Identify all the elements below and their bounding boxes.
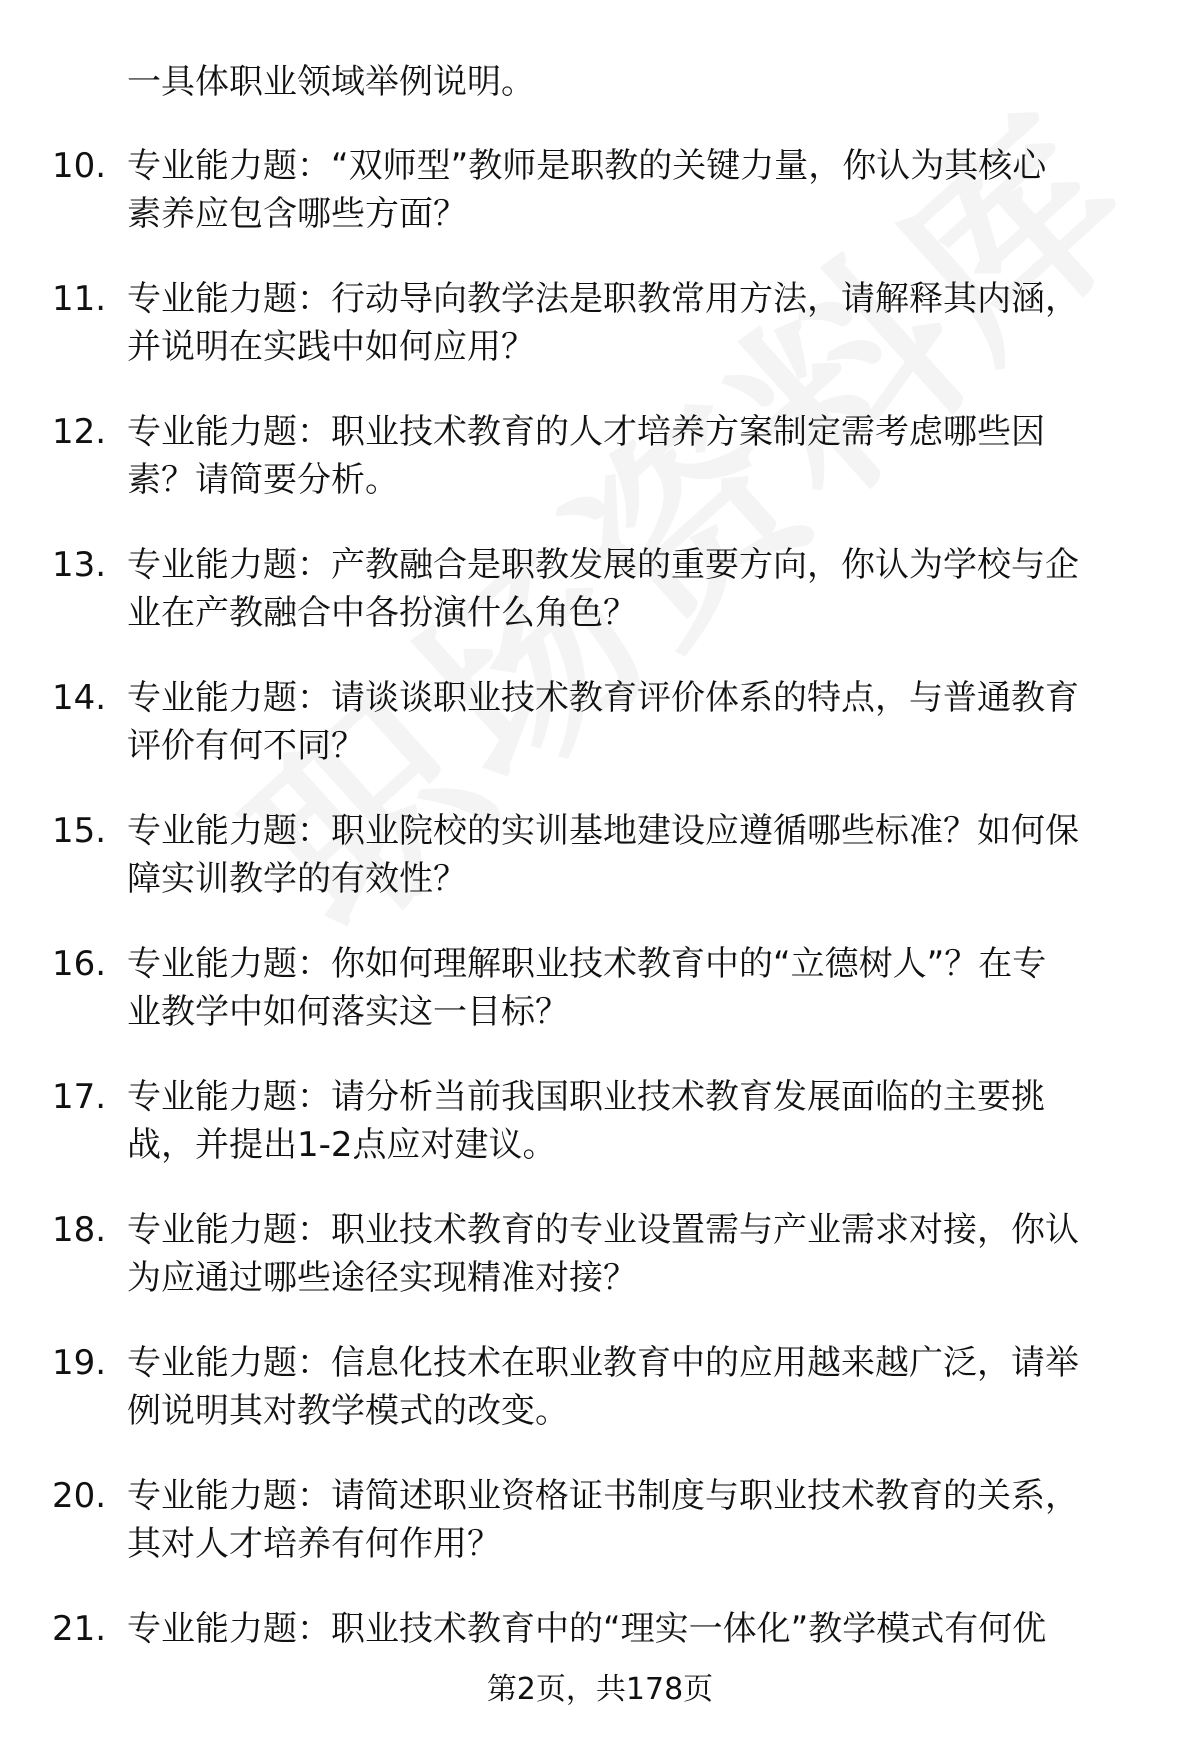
question-number: 12. [52, 412, 107, 452]
question-line: 专业能力题：请简述职业资格证书制度与职业技术教育的关系， [127, 1476, 1079, 1516]
question-item [52, 674, 1152, 807]
question-item [52, 275, 1152, 408]
question-line: 业在产教融合中各扮演什么角色？ [127, 593, 637, 633]
question-line: 战，并提出1-2点应对建议。 [127, 1125, 557, 1165]
question-list [52, 142, 1152, 1738]
question-number: 11. [52, 279, 107, 319]
question-number: 18. [52, 1210, 107, 1250]
question-number: 19. [52, 1343, 107, 1383]
question-number: 14. [52, 678, 107, 718]
question-line: 评价有何不同？ [127, 726, 365, 766]
question-text [127, 1472, 1147, 1568]
question-item [52, 541, 1152, 674]
question-text [127, 408, 1147, 504]
question-line: 专业能力题：产教融合是职教发展的重要方向，你认为学校与企 [127, 545, 1079, 585]
question-text [127, 275, 1147, 371]
question-text [127, 674, 1147, 770]
question-line: 专业能力题：信息化技术在职业教育中的应用越来越广泛，请举 [127, 1343, 1079, 1383]
question-text [127, 940, 1147, 1036]
question-line: 为应通过哪些途径实现精准对接？ [127, 1258, 637, 1298]
question-text [127, 807, 1147, 903]
question-line: 专业能力题：“双师型”教师是职教的关键力量，你认为其核心 [127, 146, 1047, 186]
question-item [52, 142, 1152, 275]
question-line: 专业能力题：职业技术教育中的“理实一体化”教学模式有何优 [127, 1609, 1047, 1649]
question-line: 专业能力题：你如何理解职业技术教育中的“立德树人”？在专 [127, 944, 1047, 984]
question-line: 例说明其对教学模式的改变。 [127, 1391, 569, 1431]
question-text [127, 1605, 1147, 1653]
question-item [52, 1206, 1152, 1339]
question-text [127, 1073, 1147, 1169]
question-number: 10. [52, 146, 107, 186]
question-line: 障实训教学的有效性？ [127, 859, 467, 899]
question-text [127, 142, 1147, 238]
question-line: 专业能力题：职业技术教育的专业设置需与产业需求对接，你认 [127, 1210, 1079, 1250]
question-item [52, 1472, 1152, 1605]
question-item [52, 1339, 1152, 1472]
question-text [127, 1206, 1147, 1302]
question-line: 专业能力题：请谈谈职业技术教育评价体系的特点，与普通教育 [127, 678, 1079, 718]
question-number: 13. [52, 545, 107, 585]
question-line: 素？请简要分析。 [127, 460, 399, 500]
question-item [52, 940, 1152, 1073]
question-line: 专业能力题：职业院校的实训基地建设应遵循哪些标准？如何保 [127, 811, 1079, 851]
question-line: 业教学中如何落实这一目标？ [127, 992, 569, 1032]
question-number: 17. [52, 1077, 107, 1117]
question-number: 20. [52, 1476, 107, 1516]
question-text [127, 1339, 1147, 1435]
question-line: 其对人才培养有何作用？ [127, 1524, 501, 1564]
continuation-text: 一具体职业领域举例说明。 [127, 62, 535, 102]
question-item [52, 1073, 1152, 1206]
question-line: 专业能力题：职业技术教育的人才培养方案制定需考虑哪些因 [127, 412, 1045, 452]
question-item [52, 408, 1152, 541]
question-line: 素养应包含哪些方面？ [127, 194, 467, 234]
question-item [52, 807, 1152, 940]
question-text [127, 541, 1147, 637]
question-number: 15. [52, 811, 107, 851]
page-footer: 第2页，共178页 [486, 1672, 714, 1707]
question-line: 专业能力题：行动导向教学法是职教常用方法，请解释其内涵， [127, 279, 1079, 319]
question-line: 专业能力题：请分析当前我国职业技术教育发展面临的主要挑 [127, 1077, 1045, 1117]
question-number: 16. [52, 944, 107, 984]
question-number: 21. [52, 1609, 107, 1649]
question-line: 并说明在实践中如何应用？ [127, 327, 535, 367]
